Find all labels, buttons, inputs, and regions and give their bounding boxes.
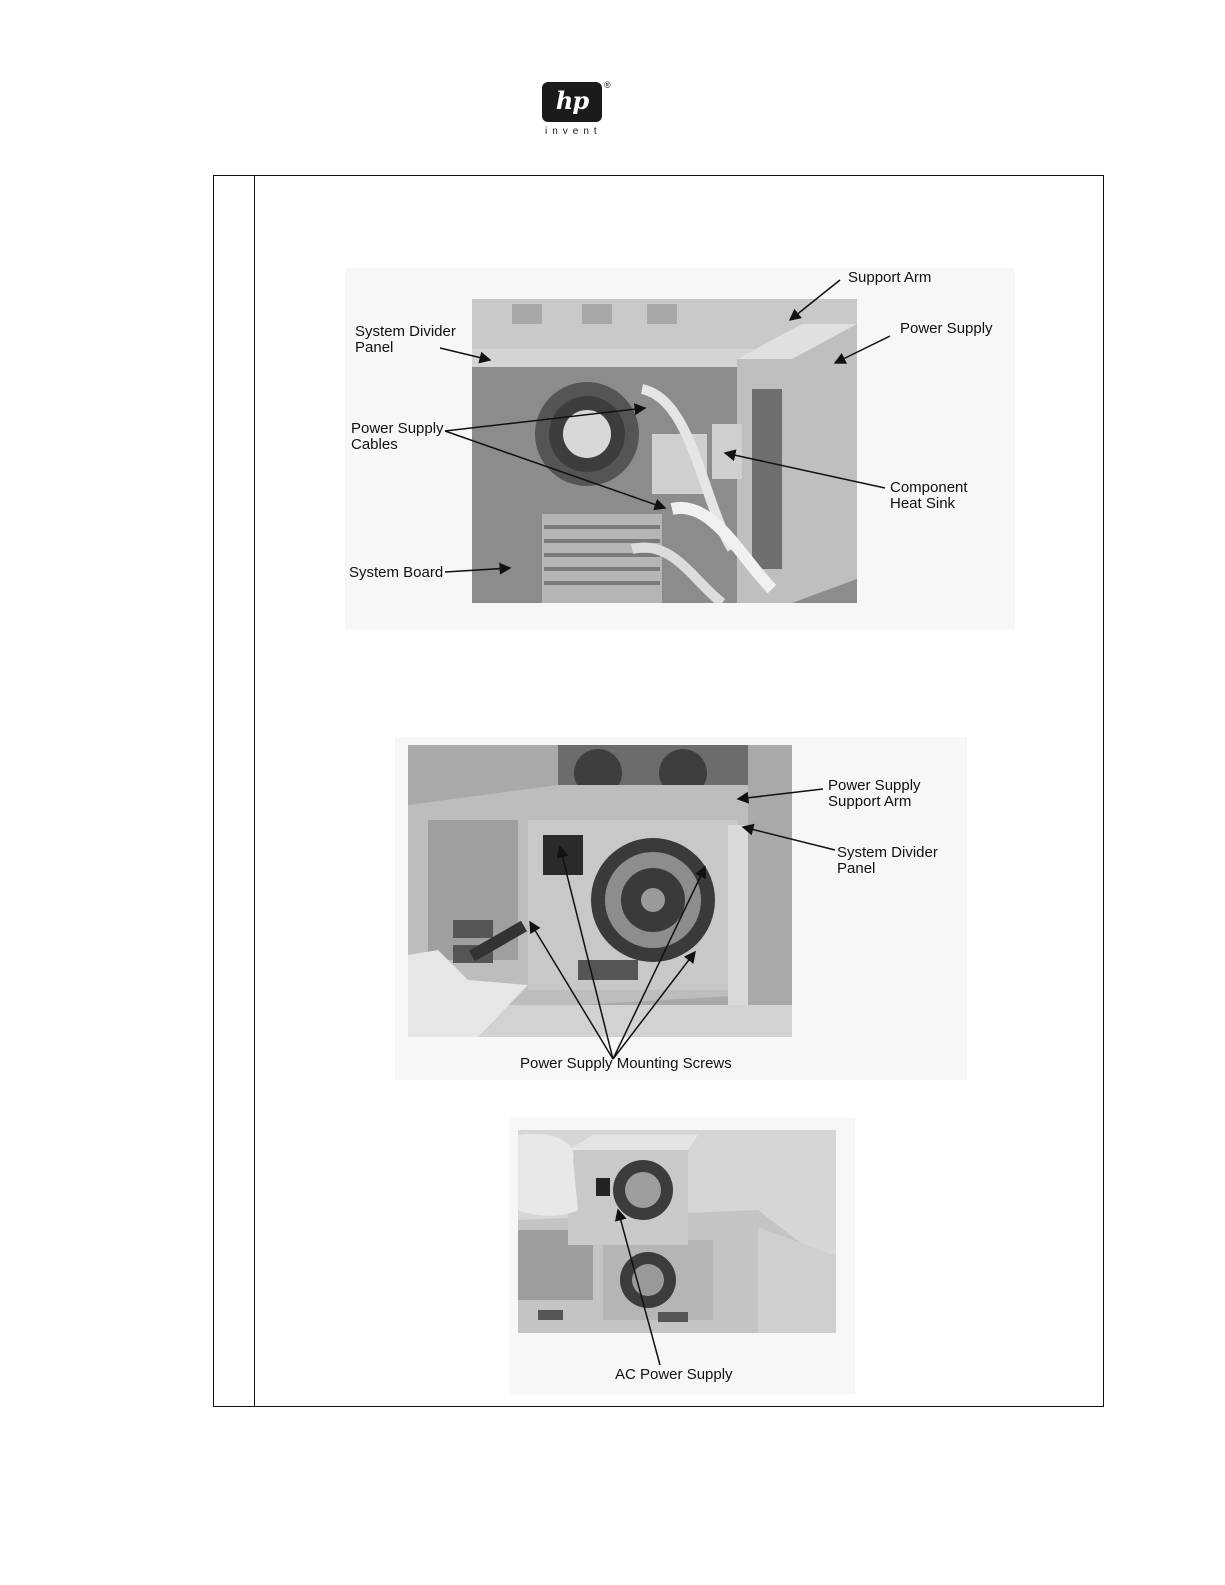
figure-mounting-screws [395,737,967,1080]
label-component-heat-sink: Component Heat Sink [890,479,968,512]
label-system-divider-panel-2: System Divider Panel [837,844,938,877]
label-system-board: System Board [349,564,444,581]
rear-panel-photo [408,745,792,1037]
figure-ac-power-supply [510,1118,855,1394]
step-column-divider [254,176,255,1406]
label-mounting-screws: Power Supply Mounting Screws [520,1055,732,1072]
removal-photo [518,1130,836,1333]
logo-tagline: invent [545,126,602,137]
label-power-supply-cables: Power Supply Cables [351,420,444,453]
label-power-supply-support-arm: Power Supply Support Arm [828,777,921,810]
label-system-divider-panel: System Divider Panel [355,323,456,356]
label-support-arm: Support Arm [848,269,932,286]
hp-logo [542,82,612,140]
hp-logo-mark: hp [542,82,602,122]
label-power-supply: Power Supply [900,320,993,337]
interior-photo [472,299,857,603]
figure-power-supply-interior [345,268,1015,630]
label-ac-power-supply: AC Power Supply [615,1366,733,1383]
registered-mark: ® [604,80,611,90]
